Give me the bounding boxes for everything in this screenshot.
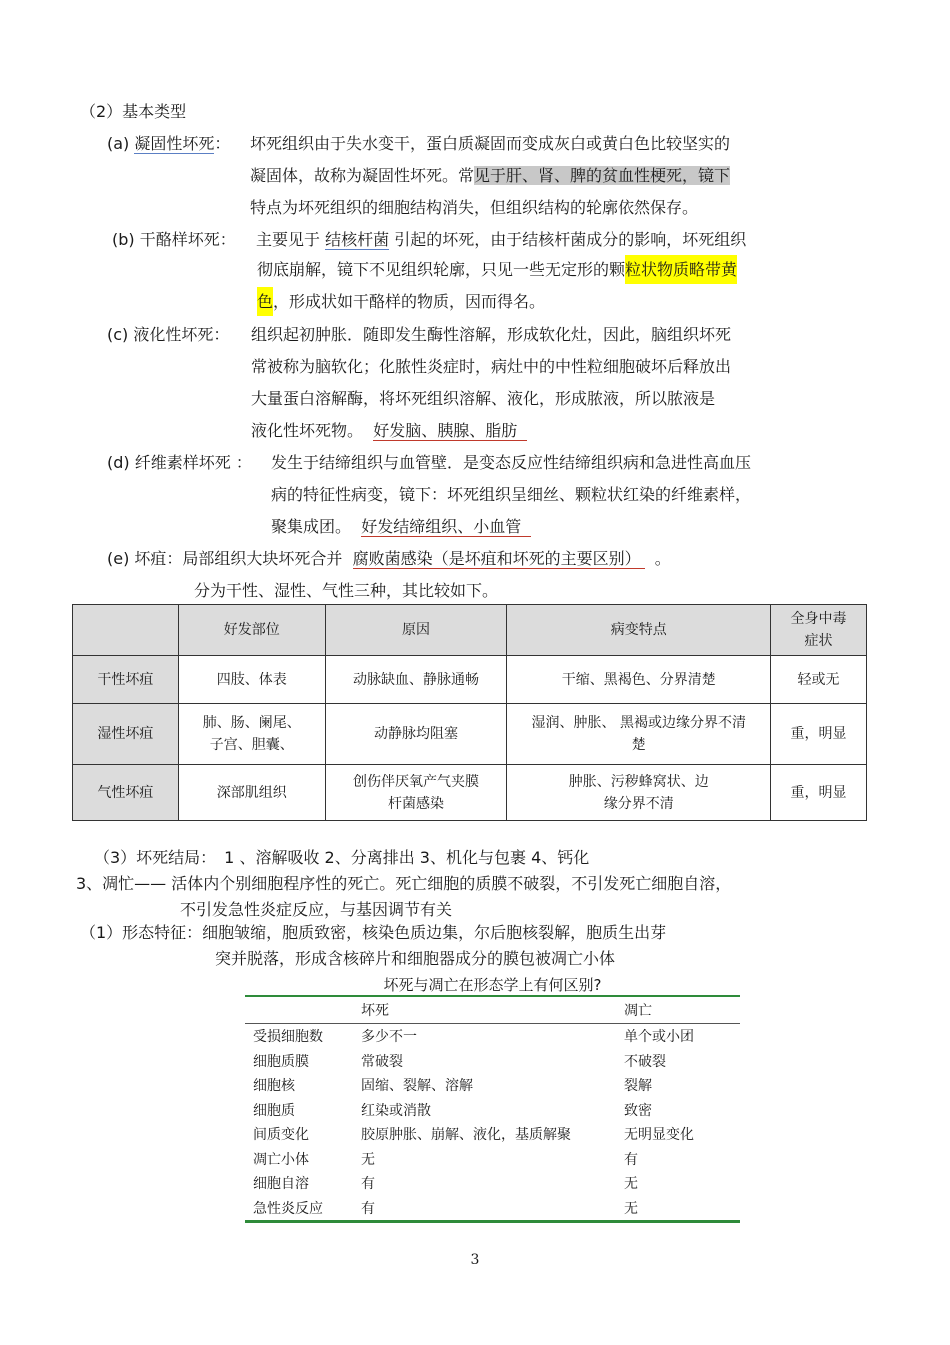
table-cell: 裂解 [624,1078,652,1095]
table-cell: 动脉缺血、静脉通畅 [325,656,507,704]
table-cell: 受损细胞数 [253,1029,323,1046]
compare-header-cell: 坏死 [353,996,616,1024]
item-d-colon: ： [235,453,252,472]
table-row [245,1073,740,1098]
item-a [107,134,230,154]
gangrene-type-cell: 干性坏疽 [73,656,179,704]
gangrene-header-cell: 病变特点 [507,605,771,656]
table-cell: 深部肌组织 [178,765,325,821]
table-cell: 肿胀、污秽蜂窝状、边缘分界不清 [507,765,771,821]
item-c-line-2: 常被称为脑软化；化脓性炎症时，病灶中的中性粒细胞破坏后释放出 [251,357,732,376]
table-cell: 细胞质 [253,1102,295,1119]
necrosis-outcome: （3）坏死结局： 1 、溶解吸收 2、分离排出 3、机化与包裹 4、钙化 [94,848,590,867]
table-cell: 有 [624,1151,638,1168]
item-e-end: 。 [654,549,671,568]
table-row [73,704,867,765]
item-b-highlight-2: 色 [257,287,273,316]
item-a-term: 凝固性坏死 [134,134,215,153]
item-b-line-3 [257,292,545,312]
item-e-underline: 腐败菌感染（是坏疽和坏死的主要区别） [353,549,645,569]
item-b-colon: ： [219,230,236,249]
table-cell: 红染或消散 [361,1102,431,1119]
table-cell: 动静脉均阻塞 [325,704,507,765]
item-b-line-1-post: 引起的坏死，由于结核杆菌成分的影响，坏死组织 [394,230,747,249]
table-cell: 细胞自溶 [253,1176,309,1193]
apoptosis-morphology-1: （1）形态特征：细胞皱缩，胞质致密，核染色质边集，尔后胞核裂解，胞质生出芽 [80,923,667,942]
item-c-line-1: 组织起初肿胀．随即发生酶性溶解，形成软化灶，因此，脑组织坏死 [251,325,732,344]
item-b-line-3-text: ，形成状如干酪样的物质，因而得名。 [273,292,546,311]
compare-table-title: 坏死与凋亡在形态学上有何区别? [383,976,602,994]
table-cell: 无明显变化 [624,1127,694,1144]
table-cell: 无 [624,1176,638,1193]
gangrene-type-cell: 湿性坏疽 [73,704,179,765]
gangrene-type-cell: 气性坏疽 [73,765,179,821]
item-c-underline: 好发脑、胰腺、脂肪 [373,421,527,441]
item-d-line-3-text: 聚集成团。 [271,517,352,536]
compare-table [245,995,740,1223]
item-d-term: 纤维素样坏死 [134,453,231,472]
table-cell: 轻或无 [771,656,867,704]
item-c-colon: ： [213,325,230,344]
item-b-highlight-1: 粒状物质略带黄 [625,255,737,284]
table-cell: 致密 [624,1102,652,1119]
gangrene-header-cell: 原因 [325,605,507,656]
item-b [112,230,236,250]
item-e-line-2: 分为干性、湿性、气性三种，其比较如下。 [194,581,499,600]
gangrene-table [72,604,867,821]
table-cell: 无 [616,1196,740,1222]
table-cell: 单个或小团 [624,1029,694,1046]
table-cell: 多少不一 [361,1029,417,1046]
item-a-line-3: 特点为坏死组织的细胞结构消失，但组织结构的轮廓依然保存。 [250,198,699,217]
item-a-label: (a) [107,134,130,153]
table-row [245,1024,740,1049]
table-cell: 干缩、黑褐色、分界清楚 [507,656,771,704]
table-cell: 凋亡小体 [253,1151,309,1168]
apoptosis-definition-1: 3、凋忙—— 活体内个别细胞程序性的死亡。死亡细胞的质膜不破裂，不引发死亡细胞自溶， [76,874,732,893]
item-c-line-4 [251,421,527,441]
page-number: 3 [470,1252,480,1268]
item-c-label: (c) [107,325,129,344]
item-a-line-2-text: 凝固体，故称为凝固性坏死。常 [250,166,475,185]
table-cell: 不破裂 [624,1053,666,1070]
item-b-line-2-text: 彻底崩解，镜下不见组织轮廓，只见一些无定形的颗 [257,260,626,279]
table-cell: 重，明显 [771,765,867,821]
item-a-highlight: 见于肝、肾、脾的贫血性梗死，镜下 [474,166,731,185]
compare-header-cell: 凋亡 [616,996,740,1024]
table-cell: 固缩、裂解、溶解 [361,1078,473,1095]
table-row [245,1049,740,1074]
table-cell: 肺、肠、阑尾、子宫、胆囊、 [178,704,325,765]
item-b-line-1-pre: 主要见于 [256,230,321,249]
item-b-line-1 [256,230,746,250]
compare-header-cell [245,996,353,1024]
item-e-label: (e) [107,549,130,568]
table-cell: 急性炎反应 [245,1196,353,1222]
item-b-underline: 结核杆菌 [325,230,390,249]
item-d [107,453,252,473]
table-cell: 间质变化 [253,1127,309,1144]
item-c-line-3: 大量蛋白溶解酶，将坏死组织溶解、液化，形成脓液，所以脓液是 [251,389,716,408]
item-d-line-2: 病的特征性病变，镜下：坏死组织呈细丝、颗粒状红染的纤维素样， [271,485,752,504]
table-cell: 创伤伴厌氧产气夹膜杆菌感染 [325,765,507,821]
table-cell: 湿润、肿胀、 黑褐或边缘分界不清楚 [507,704,771,765]
table-row [245,1147,740,1172]
gangrene-header-row [73,605,867,656]
item-d-line-3 [271,517,531,537]
item-c [107,325,229,345]
apoptosis-definition-2: 不引发急性炎症反应，与基因调节有关 [180,900,453,919]
item-d-label: (d) [107,453,130,472]
gangrene-header-cell: 全身中毒症状 [771,605,867,656]
table-cell: 常破裂 [361,1053,403,1070]
table-cell: 胶原肿胀、崩解、液化，基质解聚 [361,1127,571,1144]
apoptosis-morphology-2: 突并脱落，形成含核碎片和细胞器成分的膜包被凋亡小体 [215,949,616,968]
item-a-line-2 [250,166,730,186]
item-d-underline: 好发结缔组织、小血管 [361,517,531,537]
table-cell: 细胞核 [253,1078,295,1095]
compare-header-row [245,996,740,1024]
item-c-term: 液化性坏死 [133,325,214,344]
table-row [73,656,867,704]
gangrene-header-cell [73,605,179,656]
table-row [245,1122,740,1147]
item-b-term: 干酪样坏死 [139,230,220,249]
table-cell: 无 [361,1151,375,1168]
item-a-line-1: 坏死组织由于失水变干，蛋白质凝固而变成灰白或黄白色比较坚实的 [250,134,731,153]
table-row [245,1098,740,1123]
table-row [73,765,867,821]
table-cell: 有 [353,1196,616,1222]
table-cell: 四肢、体表 [178,656,325,704]
item-b-label: (b) [112,230,135,249]
item-e-text: 坏疽：局部组织大块坏死合并 [134,549,343,568]
item-a-colon: ： [214,134,231,153]
table-row [245,1196,740,1222]
gangrene-header-cell: 好发部位 [178,605,325,656]
section-heading-types: （2）基本类型 [80,102,187,121]
table-cell: 细胞质膜 [253,1053,309,1070]
item-e [107,549,671,569]
table-row [245,1171,740,1196]
item-c-line-4-text: 液化性坏死物。 [251,421,364,440]
table-cell: 重，明显 [771,704,867,765]
table-cell: 有 [361,1176,375,1193]
item-b-line-2 [257,260,737,280]
item-d-line-1: 发生于结缔组织与血管壁．是变态反应性结缔组织病和急进性高血压 [271,453,752,472]
